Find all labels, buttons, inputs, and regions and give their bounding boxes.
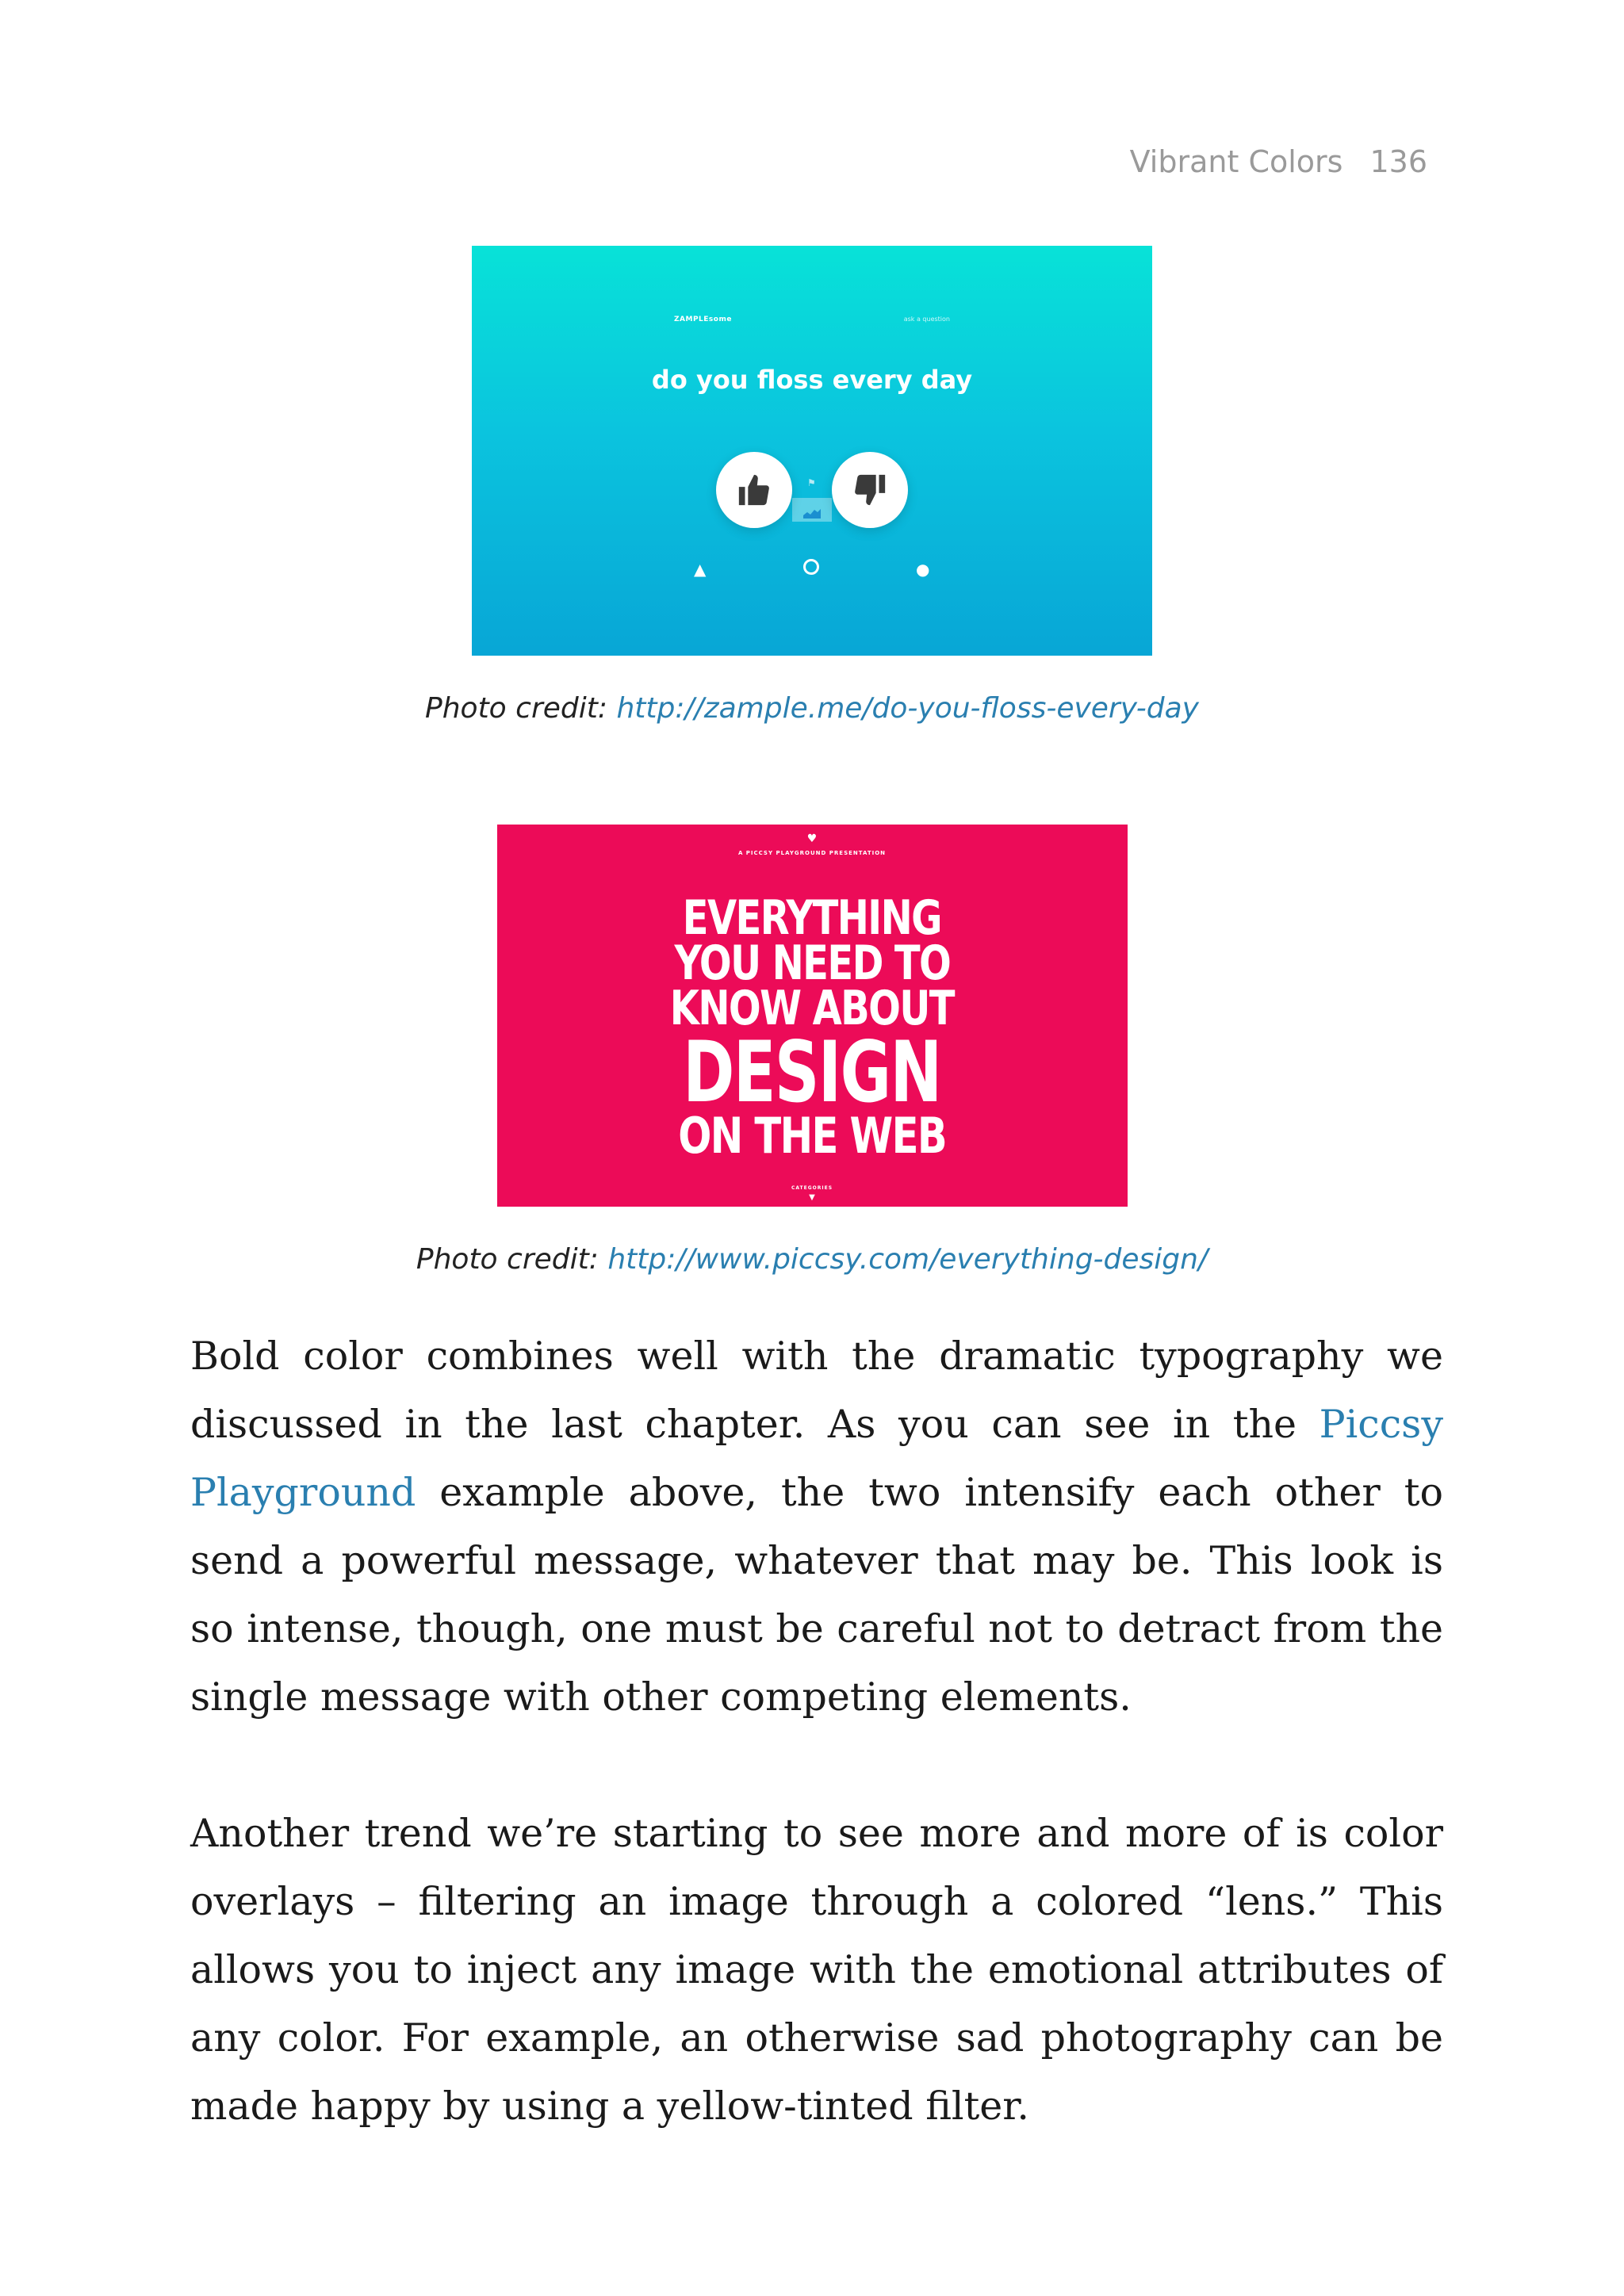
- chevron-down-icon: ▼: [809, 1193, 815, 1202]
- piccsy-playground-link[interactable]: Piccsy Playground: [190, 1402, 1443, 1515]
- running-header: [1130, 144, 1427, 179]
- caption-prefix: Photo credit:: [425, 692, 617, 725]
- piccsy-screenshot: [497, 825, 1128, 1207]
- heart-icon: ♥: [806, 832, 818, 845]
- figure-piccsy: [0, 825, 1624, 1276]
- headline-line: KNOW ABOUT: [669, 981, 955, 1036]
- thumbs-up-icon: [736, 472, 772, 508]
- body-paragraph: Another trend we’re starting to see more and more of is color overlays – filtering an image through a colored “lens.” This allows you to inject any image with the emotional attributes of any color. For example, an otherwise sad photography can be made happy by using a yellow-tinted filter.: [190, 1811, 1443, 2129]
- floss-screenshot: [472, 246, 1152, 656]
- flag-icon: ⚑: [807, 477, 816, 488]
- floss-question: do you floss every day: [651, 365, 973, 395]
- thumbs-up-button: [716, 452, 792, 528]
- thumbs-down-button: [832, 452, 908, 528]
- page-number: 136: [1369, 144, 1427, 179]
- paragraph-text: Bold color combines well with the dramatic typography we discussed in the last chapter. As you can see in the: [190, 1334, 1443, 1447]
- tooth-icon: [803, 559, 819, 575]
- chart-icon: [803, 507, 821, 519]
- flame-icon: ▲: [694, 560, 707, 579]
- caption-link[interactable]: http://zample.me/do-you-floss-every-day: [616, 692, 1199, 725]
- headline-line: EVERYTHING: [682, 890, 942, 946]
- figure-caption: [416, 1243, 1208, 1276]
- piccsy-categories: CATEGORIES: [791, 1185, 833, 1191]
- body-paragraph: [190, 1322, 1443, 1732]
- piccsy-kicker: A PICCSY PLAYGROUND PRESENTATION: [737, 850, 887, 856]
- headline-line: ON THE WEB: [678, 1106, 946, 1165]
- thumbs-down-icon: [852, 472, 888, 508]
- floss-logo: ZAMPLEsome: [674, 316, 732, 323]
- piccsy-headline: [497, 890, 1128, 1165]
- caption-link[interactable]: http://www.piccsy.com/everything-design/: [607, 1243, 1208, 1276]
- figure-caption: [425, 692, 1199, 725]
- speech-bubble-icon: ●: [916, 560, 930, 579]
- headline-line: YOU NEED TO: [674, 936, 950, 991]
- chapter-title: Vibrant Colors: [1129, 144, 1343, 179]
- paragraph-text: example above, the two intensify each other to send a powerful message, whatever that may be. This look is so intense, though, one must be careful not to detract from the single message with other competing elements.: [190, 1470, 1443, 1720]
- caption-prefix: Photo credit:: [416, 1243, 608, 1276]
- figure-floss: [0, 246, 1624, 725]
- floss-ask-link: ask a question: [903, 316, 950, 323]
- headline-line: DESIGN: [683, 1024, 941, 1121]
